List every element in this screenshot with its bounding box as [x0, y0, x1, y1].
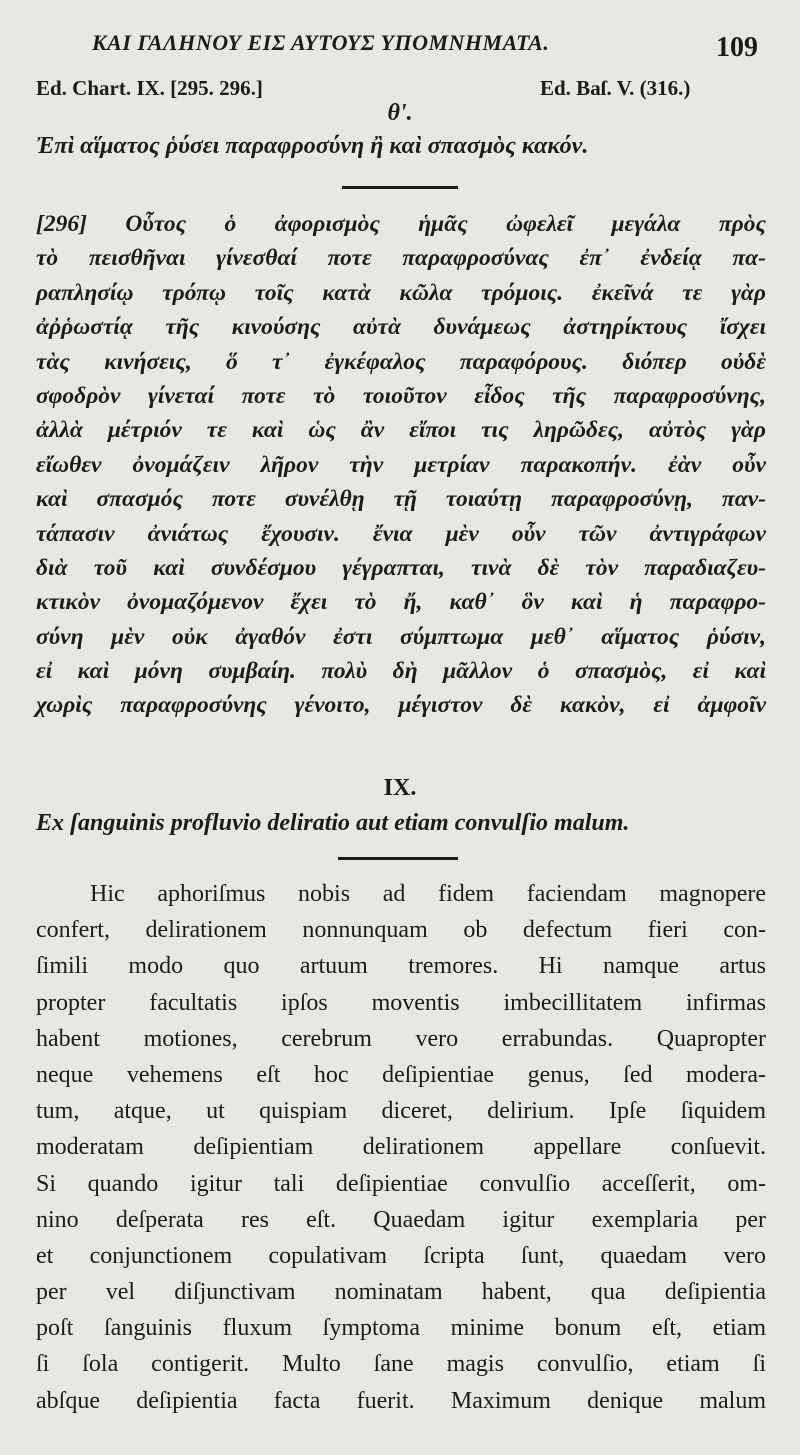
- latin-text-line: propter facultatis ipſos moventis imbecillitatem infirmas: [36, 989, 766, 1016]
- latin-text-line: confert, delirationem nonnunquam ob defectum fieri con-: [36, 917, 766, 944]
- section-divider: [342, 186, 458, 189]
- latin-text-line: Si quando igitur tali deſipientiae convulſio acceſſerit, om-: [36, 1170, 766, 1197]
- greek-text-line: καὶ σπασμός ποτε συνέλθῃ τῇ τοιαύτῃ παραφροσύνῃ, παν-: [36, 486, 766, 513]
- latin-text-line: tum, atque, ut quispiam diceret, delirium. Ipſe ſiquidem: [36, 1098, 766, 1125]
- greek-text-line: τὸ πεισθῆναι γίνεσθαί ποτε παραφροσύνας ἐπ᾽ ἐνδείᾳ πα-: [36, 245, 766, 272]
- latin-text-line: neque vehemens eſt hoc deſipientiae genus, ſed modera-: [36, 1061, 766, 1088]
- greek-text-line: σύνη μὲν οὐκ ἀγαθόν ἐστι σύμπτωμα μεθ᾽ αἵματος ῥύσιν,: [36, 623, 766, 650]
- greek-section-number: θ'.: [387, 100, 413, 126]
- edition-reference-right: Ed. Baſ. V. (316.): [540, 76, 691, 100]
- latin-text-line: Hic aphoriſmus nobis ad fidem faciendam magnopere: [90, 881, 766, 907]
- section-divider: [338, 857, 458, 860]
- greek-text-line: τὰς κινήσεις, ὅ τ᾽ ἐγκέφαλος παραφόρους. διόπερ οὐδὲ: [36, 348, 766, 375]
- greek-text-line: ραπλησίῳ τρόπῳ τοῖς κατὰ κῶλα τρόμοις. ἐκεῖνά τε γὰρ: [36, 279, 766, 306]
- greek-aphorism-title: Ἐπὶ αἵματος ῥύσει παραφροσύνη ἢ καὶ σπασμὸς κακόν.: [36, 133, 589, 159]
- latin-text-line: et conjunctionem copulativam ſcripta ſunt, quaedam vero: [36, 1242, 766, 1269]
- greek-text-line: εἰ καὶ μόνη συμβαίη. πολὺ δὴ μᾶλλον ὁ σπασμὸς, εἰ καὶ: [36, 658, 766, 685]
- edition-reference-left: Ed. Chart. IX. [295. 296.]: [36, 76, 263, 100]
- running-title: ΚΑΙ ΓΑΛΗΝΟΥ ΕΙΣ ΑΥΤΟΥΣ ΥΠΟΜΝΗΜΑΤΑ.: [92, 30, 550, 55]
- latin-text-line: moderatam deſipientiam delirationem appellare conſuevit.: [36, 1134, 766, 1161]
- greek-text-line: [296] Οὗτος ὁ ἀφορισμὸς ἡμᾶς ὠφελεῖ μεγάλα πρὸς: [36, 211, 766, 237]
- latin-text-line: ſimili modo quo artuum tremores. Hi namque artus: [36, 953, 766, 980]
- latin-aphorism-title: Ex ſanguinis profluvio deliratio aut etiam convulſio malum.: [36, 810, 630, 836]
- greek-text-line: κτικὸν ὀνομαζόμενον ἔχει τὸ ἤ, καθ᾽ ὃν καὶ ἡ παραφρο-: [36, 589, 766, 616]
- greek-text-line: τάπασιν ἀνιάτως ἔχουσιν. ἔνια μὲν οὖν τῶν ἀντιγράφων: [36, 520, 766, 547]
- greek-text-line: εἴωθεν ὀνομάζειν λῆρον τὴν μετρίαν παρακοπήν. ἐὰν οὖν: [36, 451, 766, 478]
- greek-text-line: χωρὶς παραφροσύνης γένοιτο, μέγιστον δὲ κακὸν, εἰ ἀμφοῖν: [36, 692, 766, 719]
- latin-commentary: [36, 876, 766, 1419]
- latin-text-line: abſque deſipientia facta fuerit. Maximum denique malum: [36, 1387, 766, 1414]
- latin-section-number: IX.: [383, 775, 417, 801]
- greek-text-line: διὰ τοῦ καὶ συνδέσμου γέγραπται, τινὰ δὲ τὸν παραδιαζευ-: [36, 554, 766, 581]
- page-number: 109: [716, 32, 758, 63]
- latin-text-line: habent motiones, cerebrum vero errabundas. Quapropter: [36, 1025, 766, 1052]
- latin-text-line: poſt ſanguinis fluxum ſymptoma minime bonum eſt, etiam: [36, 1315, 766, 1342]
- latin-text-line: ſi ſola contigerit. Multo ſane magis convulſio, etiam ſi: [36, 1351, 766, 1378]
- latin-text-line: nino deſperata res eſt. Quaedam igitur exemplaria per: [36, 1206, 766, 1233]
- greek-text-line: ἀῤῥωστίᾳ τῆς κινούσης αὐτὰ δυνάμεως ἀστηρίκτους ἴσχει: [36, 314, 766, 341]
- latin-text-line: per vel diſjunctivam nominatam habent, qua deſipientia: [36, 1279, 766, 1306]
- greek-text-line: ἀλλὰ μέτριόν τε καὶ ὡς ἂν εἴποι τις ληρῶδες, αὐτὸς γὰρ: [36, 417, 766, 444]
- greek-text-line: σφοδρὸν γίνεταί ποτε τὸ τοιοῦτον εἶδος τῆς παραφροσύνης,: [36, 382, 766, 409]
- greek-commentary: [36, 207, 766, 723]
